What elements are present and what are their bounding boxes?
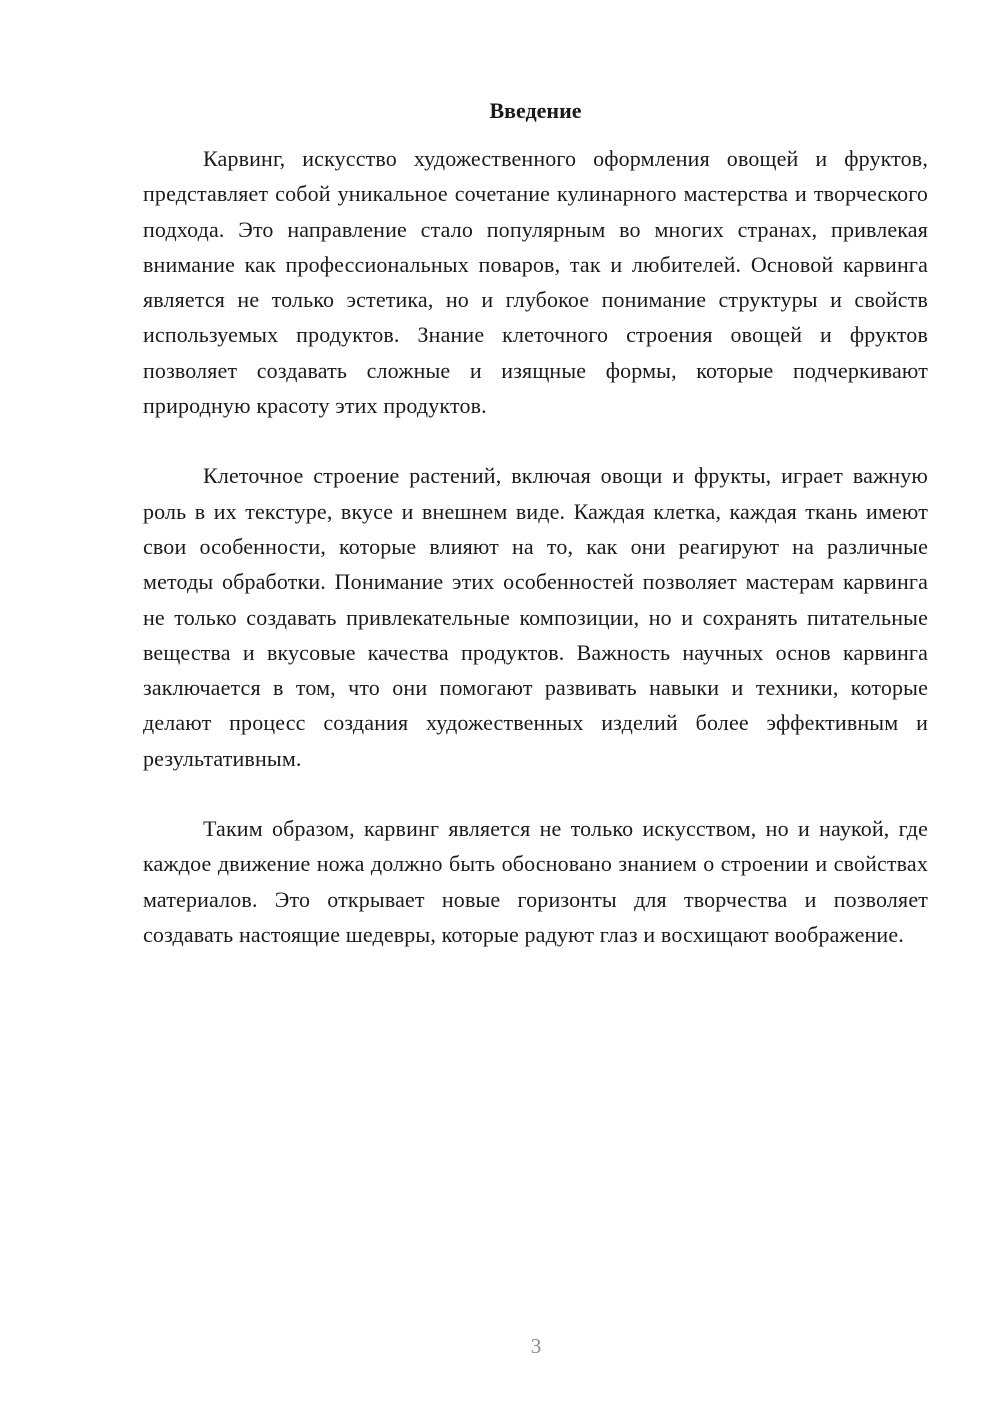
paragraph-2: Клеточное строение растений, включая овощи и фрукты, играет важную роль в их текстуре, вкусе и внешнем виде. Каждая клетка, каждая ткань имеют свои особенности, которые влияют на то, как они реагируют на различные методы обработки. Понимание этих особенностей позволяет мастерам карвинга не только создавать привлекательные композиции, но и сохранять питательные вещества и вкусовые качества продуктов. Важность научных основ карвинга заключается в том, что они помогают развивать навыки и техники, которые делают процесс создания художественных изделий более эффективным и результативным.	[143, 463, 928, 771]
paragraph-3: Таким образом, карвинг является не только искусством, но и наукой, где каждое движение ножа должно быть обосновано знанием о строении и свойствах материалов. Это открывает новые горизонты для творчества и позволяет создавать настоящие шедевры, которые радуют глаз и восхищают воображение.	[143, 816, 928, 947]
body-text	[143, 141, 928, 952]
section-heading: Введение	[489, 98, 582, 123]
page-number: 3	[530, 1334, 542, 1358]
paragraph-1: Карвинг, искусство художественного оформления овощей и фруктов, представляет собой уникальное сочетание кулинарного мастерства и творческого подхода. Это направление стало популярным во многих странах, привлекая внимание как профессиональных поваров, так и любителей. Основой карвинга является не только эстетика, но и глубокое понимание структуры и свойств используемых продуктов. Знание клеточного строения овощей и фруктов позволяет создавать сложные и изящные формы, которые подчеркивают природную красоту этих продуктов.	[143, 146, 928, 419]
